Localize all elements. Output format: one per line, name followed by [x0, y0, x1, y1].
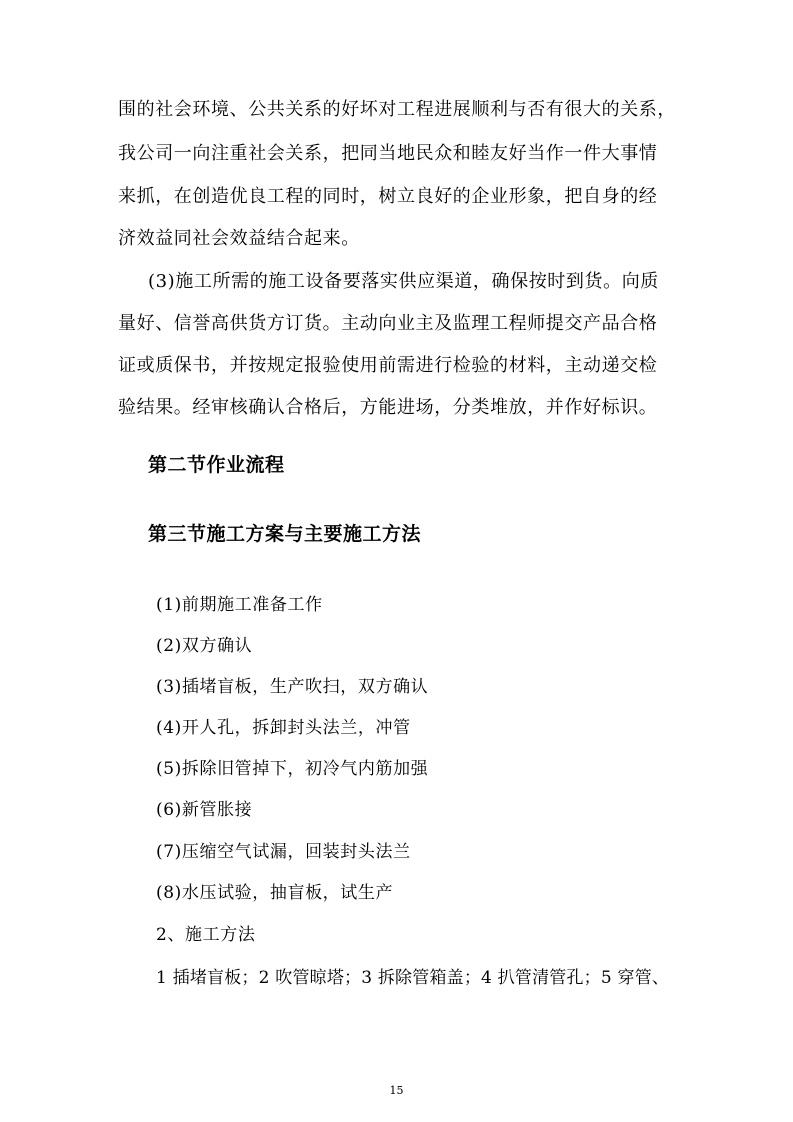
- list-item: (3)插堵盲板，生产吹扫，双方确认: [156, 677, 429, 697]
- text-line: 来抓，在创造优良工程的同时，树立良好的企业形象，把自身的经: [118, 186, 658, 207]
- list-item: (6)新管胀接: [156, 800, 253, 820]
- text-line: 围的社会环境、公共关系的好坏对工程进展顺利与否有很大的关系，: [118, 99, 676, 120]
- method-title: 2、施工方法: [156, 925, 256, 945]
- list-item: (8)水压试验，抽盲板，试生产: [156, 883, 394, 903]
- text-line: 济效益同社会效益结合起来。: [118, 228, 360, 249]
- method-steps-line: 1 插堵盲板；2 吹管晾塔；3 拆除管箱盖；4 扒管清管孔；5 穿管、: [156, 968, 670, 988]
- list-item: (1)前期施工准备工作: [156, 595, 323, 615]
- section-heading-workflow: 第二节作业流程: [148, 454, 285, 476]
- section-heading-construction-plan: 第三节施工方案与主要施工方法: [148, 523, 422, 545]
- page-number: 15: [389, 1084, 404, 1097]
- text-line: 验结果。经审核确认合格后，方能进场，分类堆放，并作好标识。: [118, 397, 658, 418]
- list-item: (7)压缩空气试漏，回装封头法兰: [156, 842, 411, 862]
- text-line: 量好、信誉高供货方订货。主动向业主及监理工程师提交产品合格: [118, 313, 658, 334]
- text-line: 证或质保书，并按规定报验使用前需进行检验的材料，主动递交检: [118, 355, 658, 376]
- list-item: (5)拆除旧管掉下，初冷气内筋加强: [156, 759, 429, 779]
- list-item: (2)双方确认: [156, 636, 253, 656]
- text-line: (3)施工所需的施工设备要落实供应渠道，确保按时到货。向质: [148, 271, 659, 292]
- list-item: (4)开人孔，拆卸封头法兰，冲管: [156, 718, 411, 738]
- text-line: 我公司一向注重社会关系，把同当地民众和睦友好当作一件大事情: [118, 143, 658, 164]
